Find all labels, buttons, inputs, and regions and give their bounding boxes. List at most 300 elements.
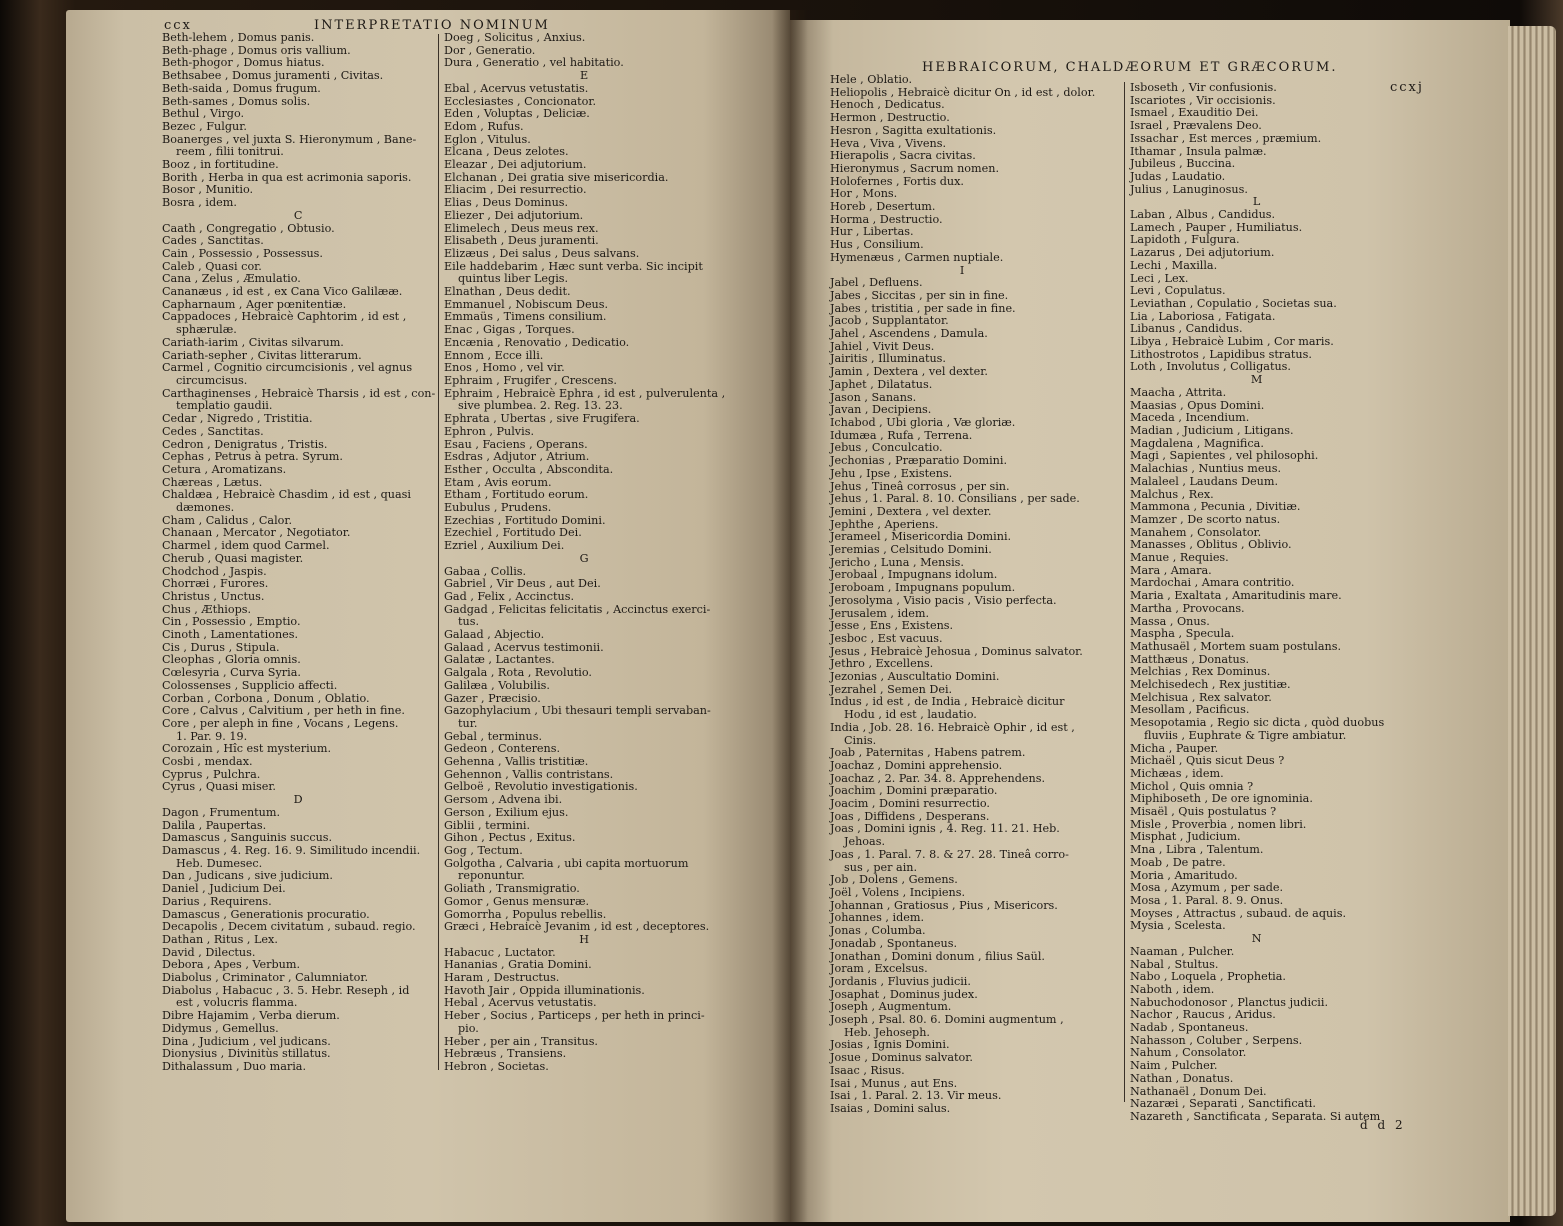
index-entry: Jesse , Ens , Existens. [830, 619, 954, 633]
index-entry: Japhet , Dilatatus. [830, 377, 933, 391]
index-entry: Jairitis , Illuminatus. [830, 352, 946, 366]
index-entry: Joseph , Augmentum. [830, 1000, 952, 1014]
index-entry: sphærulæ. [176, 323, 237, 337]
index-entry: Etham , Fortitudo eorum. [444, 488, 589, 502]
index-entry: Galgala , Rota , Revolutio. [444, 666, 592, 680]
index-entry: Beth-saida , Domus frugum. [162, 81, 321, 95]
index-entry: Maasias , Opus Domini. [1130, 398, 1265, 412]
index-entry: Micha , Pauper. [1130, 741, 1219, 755]
index-entry: Heb. Jehoseph. [844, 1025, 930, 1039]
column-rule [1124, 82, 1125, 1102]
index-entry: Jehus , 1. Paral. 8. 10. Consilians , per sade. [830, 492, 1080, 506]
index-entry: Mysia , Scelesta. [1130, 919, 1226, 933]
index-entry: Jehus , Tineâ corrosus , per sin. [830, 479, 1010, 493]
index-entry: Chodchod , Jaspis. [162, 564, 267, 578]
index-entry: Joachaz , 2. Par. 34. 8. Apprehendens. [830, 771, 1046, 785]
index-entry: Michæas , idem. [1130, 766, 1224, 780]
index-entry: Joram , Excelsus. [830, 962, 928, 976]
index-entry: Lithostrotos , Lapidibus stratus. [1130, 347, 1312, 361]
index-entry: Ephron , Pulvis. [444, 424, 534, 438]
index-entry: Charmel , idem quod Carmel. [162, 539, 330, 553]
index-entry: Colossenses , Supplicio affecti. [162, 678, 338, 692]
index-entry: Julius , Lanuginosus. [1130, 182, 1248, 196]
index-entry: Elias , Deus Dominus. [444, 196, 569, 210]
index-entry: reem , filii tonitrui. [176, 145, 284, 159]
index-entry: Nabo , Loquela , Prophetia. [1130, 970, 1286, 984]
index-entry: Chus , Æthiops. [162, 602, 252, 616]
index-entry: Christus , Unctus. [162, 589, 265, 603]
index-entry: Gazophylacium , Ubi thesauri templi servaban- [444, 704, 711, 718]
index-entry: Jephthe , Aperiens. [830, 517, 939, 531]
left-folio: ccx [164, 18, 192, 33]
index-entry: Josias , Ignis Domini. [830, 1038, 950, 1052]
index-entry: Joacim , Domini resurrectio. [830, 797, 990, 811]
index-entry: Emmanuel , Nobiscum Deus. [444, 297, 609, 311]
index-entry: Boanerges , vel juxta S. Hieronymum , Bane- [162, 132, 417, 146]
index-entry: Manahem , Consolator. [1130, 525, 1262, 539]
index-entry: Eleazar , Dei adjutorium. [444, 158, 587, 172]
index-entry: Isai , Munus , aut Ens. [830, 1076, 958, 1090]
index-entry: Beth-lehem , Domus panis. [162, 31, 315, 44]
index-entry: Cosbi , mendax. [162, 755, 253, 769]
index-entry: Naboth , idem. [1130, 982, 1215, 996]
index-entry: Horma , Destructio. [830, 212, 943, 226]
index-entry: Haram , Destructus. [444, 971, 560, 985]
index-entry: Malaleel , Laudans Deum. [1130, 474, 1279, 488]
index-entry: Joas , Domini ignis , 4. Reg. 11. 21. Heb. [830, 822, 1060, 836]
index-entry: Henoch , Dedicatus. [830, 98, 945, 112]
index-entry: Gabaa , Collis. [444, 564, 527, 578]
index-entry: Corban , Corbona , Donum , Oblatio. [162, 691, 370, 705]
index-entry: Galilæa , Volubilis. [444, 678, 550, 692]
index-entry: Ismael , Exauditio Dei. [1130, 106, 1259, 120]
index-entry: Madian , Judicium , Litigans. [1130, 423, 1294, 437]
index-entry: Jerusalem , idem. [830, 606, 930, 620]
index-entry: Massa , Onus. [1130, 614, 1210, 628]
index-entry: Dina , Judicium , vel judicans. [162, 1034, 331, 1048]
index-entry: Borith , Herba in qua est acrimonia saporis. [162, 170, 412, 184]
index-entry: Bosra , idem. [162, 196, 237, 210]
index-entry: Johannes , idem. [830, 911, 925, 925]
index-entry: Dathan , Ritus , Lex. [162, 932, 278, 946]
index-entry: Beth-phogor , Domus hiatus. [162, 56, 325, 70]
index-entry: Heber , per ain , Transitus. [444, 1034, 598, 1048]
index-entry: Eden , Voluptas , Deliciæ. [444, 107, 590, 121]
index-entry: Chæreas , Lætus. [162, 475, 263, 489]
index-entry: Doeg , Solicitus , Anxius. [444, 31, 586, 44]
index-entry: est , volucris flamma. [176, 996, 298, 1010]
index-entry: Cleophas , Gloria omnis. [162, 653, 301, 667]
index-entry: Eubulus , Prudens. [444, 501, 552, 515]
signature-mark: d d 2 [1360, 1118, 1406, 1132]
section-letter: I [959, 263, 966, 277]
index-entry: Encænia , Renovatio , Dedicatio. [444, 335, 630, 349]
index-entry: Joab , Paternitas , Habens patrem. [830, 746, 1026, 760]
index-entry: Maceda , Incendium. [1130, 411, 1250, 425]
index-entry: Enos , Homo , vel vir. [444, 361, 565, 375]
index-entry: Bezec , Fulgur. [162, 119, 247, 133]
index-entry: Cyrus , Quasi miser. [162, 780, 276, 794]
index-entry: Jehoas. [844, 835, 886, 849]
section-letter: H [579, 932, 590, 946]
index-entry: Libya , Hebraicè Lubim , Cor maris. [1130, 335, 1334, 349]
index-entry: Chorræi , Furores. [162, 577, 269, 591]
index-entry: Lapidoth , Fulgura. [1130, 233, 1240, 247]
index-entry: Magi , Sapientes , vel philosophi. [1130, 449, 1319, 463]
index-entry: Jechonias , Præparatio Domini. [830, 454, 1008, 468]
index-entry: Jacob , Supplantator. [830, 314, 949, 328]
index-entry: Mammona , Pecunia , Divitiæ. [1130, 500, 1301, 514]
index-entry: Jerobaal , Impugnans idolum. [830, 568, 998, 582]
index-entry: Nathan , Donatus. [1130, 1071, 1234, 1085]
index-entry: Joas , Diffidens , Desperans. [830, 809, 990, 823]
index-entry: Etam , Avis eorum. [444, 475, 552, 489]
index-entry: Mesollam , Pacificus. [1130, 703, 1250, 717]
index-entry: Hele , Oblatio. [830, 73, 912, 86]
index-entry: Hesron , Sagitta exultationis. [830, 123, 997, 137]
index-entry: Gersom , Advena ibi. [444, 793, 563, 807]
index-entry: Cariath-sepher , Civitas litterarum. [162, 348, 362, 362]
index-entry: Laban , Albus , Candidus. [1130, 208, 1276, 222]
index-entry: Dor , Generatio. [444, 43, 536, 57]
index-entry: Gazer , Præcisio. [444, 691, 541, 705]
index-entry: Jahiel , Vivit Deus. [830, 339, 935, 353]
index-entry: Isboseth , Vir confusionis. [1130, 81, 1277, 94]
index-entry: Hor , Mons. [830, 187, 898, 201]
index-entry: Habacuc , Luctator. [444, 945, 556, 959]
index-entry: Esther , Occulta , Abscondita. [444, 462, 614, 476]
index-entry: Manasses , Oblitus , Oblivio. [1130, 538, 1292, 552]
index-entry: Dan , Judicans , sive judicium. [162, 869, 333, 883]
index-entry: Caleb , Quasi cor. [162, 259, 262, 273]
index-entry: Elnathan , Deus dedit. [444, 285, 571, 299]
index-entry: Nachor , Raucus , Aridus. [1130, 1008, 1276, 1022]
index-entry: Core , per aleph in fine , Vocans , Legens. [162, 716, 399, 730]
index-entry: Jericho , Luna , Mensis. [830, 555, 964, 569]
index-entry: Jethro , Excellens. [830, 657, 934, 671]
index-entry: Elcana , Deus zelotes. [444, 145, 569, 159]
index-entry: Indus , id est , de India , Hebraicè dicitur [830, 695, 1065, 709]
index-entry: Lechi , Maxilla. [1130, 258, 1218, 272]
index-entry: Ezechiel , Fortitudo Dei. [444, 526, 582, 540]
index-entry: Cappadoces , Hebraicè Caphtorim , id est , [162, 310, 407, 324]
right-folio: ccxj [1390, 80, 1424, 95]
index-entry: Mna , Libra , Talentum. [1130, 843, 1264, 857]
index-entry: Joël , Volens , Incipiens. [830, 886, 966, 899]
index-entry: Ichabod , Ubi gloria , Væ gloriæ. [830, 415, 1016, 429]
index-entry: Nahasson , Coluber , Serpens. [1130, 1033, 1303, 1047]
index-entry: Mosa , 1. Paral. 8. 9. Onus. [1130, 894, 1284, 907]
index-entry: Caath , Congregatio , Obtusio. [162, 221, 335, 235]
index-entry: Cephas , Petrus à petra. Syrum. [162, 450, 343, 464]
index-entry: Misaël , Quis postulatus ? [1130, 805, 1277, 819]
index-entry: Galaad , Abjectio. [444, 628, 545, 642]
index-entry: dæmones. [176, 501, 235, 515]
index-entry: circumcisus. [176, 373, 248, 387]
index-entry: Manue , Requies. [1130, 551, 1229, 565]
index-entry: Elizæus , Dei salus , Deus salvans. [444, 246, 640, 260]
index-entry: Heliopolis , Hebraicè dicitur On , id est , dolor. [830, 85, 1096, 99]
index-entry: Darius , Requirens. [162, 894, 272, 908]
index-entry: Jerosolyma , Visio pacis , Visio perfecta. [830, 593, 1057, 607]
index-entry: tur. [458, 716, 478, 730]
index-entry: Judas , Laudatio. [1130, 169, 1226, 183]
index-entry: Jason , Sanans. [830, 390, 917, 404]
index-entry: Leviathan , Copulatio , Societas sua. [1130, 296, 1337, 310]
index-entry: Booz , in fortitudine. [162, 158, 279, 172]
index-entry: Hierapolis , Sacra civitas. [830, 149, 976, 163]
index-entry: Cis , Durus , Stipula. [162, 640, 280, 654]
index-entry: Hermon , Destructio. [830, 111, 950, 125]
index-entry: Nahum , Consolator. [1130, 1046, 1247, 1060]
index-entry: sus , per ain. [844, 860, 918, 874]
section-letter: N [1251, 932, 1263, 946]
right-column-1 [830, 74, 1095, 1116]
index-entry: Hur , Libertas. [830, 225, 914, 239]
index-entry: Malachias , Nuntius meus. [1130, 462, 1282, 476]
index-entry: David , Dilectus. [162, 945, 256, 959]
right-running-title: HEBRAICORUM, CHALDÆORUM ET GRÆCORUM. [922, 60, 1338, 75]
index-entry: Loth , Involutus , Colligatus. [1130, 360, 1291, 374]
index-entry: Ebal , Acervus vetustatis. [444, 81, 589, 95]
index-entry: Maspha , Specula. [1130, 627, 1235, 641]
index-entry: Galatæ , Lactantes. [444, 653, 555, 667]
index-entry: Cinoth , Lamentationes. [162, 628, 299, 642]
index-entry: Gabriel , Vir Deus , aut Dei. [444, 577, 601, 591]
index-entry: Græci , Hebraicè Jevanim , id est , deceptores. [444, 920, 710, 934]
index-entry: Mesopotamia , Regio sic dicta , quòd duobus [1130, 716, 1385, 730]
index-entry: Hebron , Societas. [444, 1059, 549, 1073]
index-entry: Gadgad , Felicitas felicitatis , Accinctus exerci- [444, 602, 711, 616]
left-page [66, 10, 790, 1222]
index-entry: Chanaan , Mercator , Negotiator. [162, 526, 351, 540]
index-entry: Nadab , Spontaneus. [1130, 1021, 1249, 1035]
index-entry: Heb. Dumesec. [176, 856, 263, 870]
index-entry: Melchisedech , Rex justitiæ. [1130, 678, 1291, 692]
index-entry: Hananias , Gratia Domini. [444, 958, 592, 972]
column-rule [438, 34, 439, 1070]
index-entry: Jehu , Ipse , Existens. [830, 466, 953, 480]
index-entry: Ephrata , Ubertas , sive Frugifera. [444, 412, 640, 426]
index-entry: Misphat , Judicium. [1130, 830, 1241, 844]
index-entry: Galaad , Acervus testimonii. [444, 640, 604, 654]
index-entry: Mathusaël , Mortem suam postulans. [1130, 639, 1342, 653]
index-entry: Cariath-iarim , Civitas silvarum. [162, 335, 344, 349]
index-entry: Martha , Provocans. [1130, 601, 1245, 615]
index-entry: Mardochai , Amara contritio. [1130, 576, 1295, 590]
index-entry: Cedron , Denigratus , Tristis. [162, 437, 328, 451]
index-entry: Gehenna , Vallis tristitiæ. [444, 755, 589, 769]
index-entry: Isaac , Risus. [830, 1063, 905, 1077]
index-entry: Cetura , Aromatizans. [162, 462, 287, 476]
index-entry: Leci , Lex. [1130, 271, 1189, 285]
index-entry: Elchanan , Dei gratia sive misericordia. [444, 170, 669, 184]
index-entry: Dalila , Paupertas. [162, 818, 267, 832]
index-entry: Dibre Hajamim , Verba dierum. [162, 1009, 340, 1023]
index-entry: Ezriel , Auxilium Dei. [444, 539, 565, 553]
index-entry: Cedes , Sanctitas. [162, 424, 264, 438]
index-entry: Nathanaël , Donum Dei. [1130, 1084, 1267, 1098]
index-entry: Core , Calvus , Calvitium , per heth in fine. [162, 704, 405, 718]
index-entry: Hieronymus , Sacrum nomen. [830, 161, 1000, 175]
index-entry: Cham , Calidus , Calor. [162, 513, 293, 527]
index-entry: Bosor , Munitio. [162, 183, 254, 197]
index-entry: Naim , Pulcher. [1130, 1059, 1218, 1073]
index-entry: Iscariotes , Vir occisionis. [1130, 93, 1276, 107]
index-entry: Eile haddebarim , Hæc sunt verba. Sic incipit [444, 259, 703, 273]
index-entry: Nabuchodonosor , Planctus judicii. [1130, 995, 1328, 1009]
left-running-title: INTERPRETATIO NOMINUM [314, 18, 550, 33]
index-entry: Ecclesiastes , Concionator. [444, 94, 597, 108]
index-entry: Debora , Apes , Verbum. [162, 958, 300, 972]
index-entry: Jubileus , Buccina. [1130, 157, 1236, 171]
index-entry: Lamech , Pauper , Humiliatus. [1130, 220, 1303, 234]
index-entry: Lazarus , Dei adjutorium. [1130, 246, 1275, 260]
index-entry: Carmel , Cognitio circumcisionis , vel agnus [162, 361, 413, 375]
index-entry: Jamin , Dextera , vel dexter. [830, 365, 988, 379]
index-entry: Ephraim , Hebraicè Ephra , id est , pulverulenta , [444, 386, 726, 400]
index-entry: pio. [458, 1021, 479, 1035]
index-entry: Ephraim , Frugifer , Crescens. [444, 373, 617, 387]
book-gutter [772, 10, 808, 1222]
index-entry: Cinis. [844, 733, 877, 747]
index-entry: Corozain , Hîc est mysterium. [162, 742, 332, 756]
index-entry: Cain , Possessio , Possessus. [162, 246, 323, 260]
right-page [790, 20, 1510, 1222]
index-entry: Magdalena , Magnifica. [1130, 436, 1264, 450]
index-entry: Havoth Jair , Oppida illuminationis. [444, 983, 645, 997]
index-entry: Melchias , Rex Dominus. [1130, 665, 1271, 679]
index-entry: Emmaüs , Timens consilium. [444, 310, 607, 324]
index-entry: Heva , Viva , Vivens. [830, 136, 947, 150]
index-entry: Cedar , Nigredo , Tristitia. [162, 412, 313, 426]
index-entry: Bethsabee , Domus juramenti , Civitas. [162, 69, 384, 83]
index-entry: Damascus , Generationis procuratio. [162, 907, 370, 921]
index-entry: Nazaræi , Separati , Sanctificati. [1130, 1097, 1316, 1111]
section-letter: E [579, 69, 590, 83]
section-letter: L [1252, 195, 1262, 209]
index-entry: Cyprus , Pulchra. [162, 767, 261, 781]
index-entry: Jahel , Ascendens , Damula. [830, 327, 988, 341]
index-entry: Cin , Possessio , Emptio. [162, 615, 301, 629]
index-entry: Hus , Consilium. [830, 238, 924, 252]
index-entry: Gebal , terminus. [444, 729, 542, 743]
index-entry: Moab , De patre. [1130, 855, 1226, 869]
index-entry: Josaphat , Dominus judex. [830, 987, 978, 1001]
index-entry: Michol , Quis omnia ? [1130, 779, 1254, 793]
index-entry: Jezonias , Auscultatio Domini. [830, 670, 1000, 684]
index-entry: Decapolis , Decem civitatum , subaud. regio. [162, 920, 416, 934]
index-entry: Malchus , Rex. [1130, 487, 1214, 501]
index-entry: Gomorrha , Populus rebellis. [444, 907, 607, 921]
index-entry: Johannan , Gratiosus , Pius , Misericors. [830, 898, 1058, 912]
index-entry: Jabes , tristitia , per sade in fine. [830, 301, 1016, 315]
index-entry: Hodu , id est , laudatio. [844, 708, 977, 722]
index-entry: Jonadab , Spontaneus. [830, 936, 958, 950]
index-entry: Jeremias , Celsitudo Domini. [830, 543, 992, 557]
index-entry: Gomor , Genus mensuræ. [444, 894, 590, 908]
index-entry: Issachar , Est merces , præmium. [1130, 131, 1322, 145]
index-entry: Jesus , Hebraicè Jehosua , Dominus salvator. [830, 644, 1083, 658]
index-entry: Maacha , Attrita. [1130, 385, 1227, 399]
index-entry: Melchisua , Rex salvator. [1130, 690, 1272, 704]
index-entry: Gerson , Exilium ejus. [444, 805, 569, 819]
index-entry: Jesboc , Est vacuus. [830, 631, 943, 645]
index-entry: Bethul , Virgo. [162, 107, 245, 121]
index-entry: Moyses , Attractus , subaud. de aquis. [1130, 906, 1347, 920]
index-entry: sive plumbea. 2. Reg. 13. 23. [458, 399, 623, 413]
index-entry: Dura , Generatio , vel habitatio. [444, 56, 624, 70]
index-entry: Isai , 1. Paral. 2. 13. Vir meus. [830, 1089, 1002, 1103]
index-entry: Gihon , Pectus , Exitus. [444, 831, 576, 845]
index-entry: Damascus , 4. Reg. 16. 9. Similitudo incendii. [162, 844, 421, 857]
index-entry: Goliath , Transmigratio. [444, 882, 580, 896]
index-entry: Jordanis , Fluvius judicii. [830, 974, 971, 988]
index-entry: Eliezer , Dei adjutorium. [444, 208, 584, 222]
index-entry: Edom , Rufus. [444, 119, 524, 133]
index-entry: Heber , Socius , Particeps , per heth in princi- [444, 1009, 705, 1023]
section-letter: G [579, 551, 590, 565]
index-entry: Hebræus , Transiens. [444, 1047, 567, 1061]
index-entry: Capharnaum , Ager pœnitentiæ. [162, 297, 347, 311]
index-entry: Naaman , Pulcher. [1130, 944, 1235, 958]
index-entry: Dithalassum , Duo maria. [162, 1059, 307, 1073]
index-entry: tus. [458, 615, 479, 629]
index-entry: Miphiboseth , De ore ignominia. [1130, 792, 1313, 806]
page-edges [1508, 26, 1556, 1216]
index-entry: Cœlesyria , Curva Syria. [162, 666, 301, 680]
index-entry: Elimelech , Deus meus rex. [444, 221, 599, 235]
index-entry: 1. Par. 9. 19. [176, 729, 248, 743]
index-entry: Josue , Dominus salvator. [830, 1051, 973, 1065]
index-entry: Cananæus , id est , ex Cana Vico Galilææ. [162, 285, 403, 299]
index-entry: Jabes , Siccitas , per sin in fine. [830, 288, 1009, 302]
index-entry: Joachim , Domini præparatio. [830, 784, 998, 798]
index-entry: Isaias , Domini salus. [830, 1101, 951, 1115]
index-entry: Damascus , Sanguinis succus. [162, 831, 333, 845]
index-entry: quintus liber Legis. [458, 272, 569, 286]
index-entry: Daniel , Judicium Dei. [162, 882, 286, 896]
index-entry: Horeb , Desertum. [830, 200, 936, 214]
index-entry: Jonas , Columba. [830, 924, 926, 938]
index-entry: Jemini , Dextera , vel dexter. [830, 504, 992, 518]
index-entry: Nabal , Stultus. [1130, 957, 1219, 971]
index-entry: Jeroboam , Impugnans populum. [830, 581, 1016, 595]
index-entry: Gelboë , Revolutio investigationis. [444, 780, 638, 794]
index-entry: Mara , Amara. [1130, 563, 1212, 577]
index-entry: Didymus , Gemellus. [162, 1021, 279, 1035]
index-entry: Moria , Amaritudo. [1130, 868, 1238, 882]
index-entry: Jebus , Conculcatio. [830, 441, 943, 455]
index-entry: Enac , Gigas , Torques. [444, 323, 575, 337]
index-entry: Idumæa , Rufa , Terrena. [830, 428, 973, 442]
index-entry: Esdras , Adjutor , Atrium. [444, 450, 590, 464]
index-entry: Dagon , Frumentum. [162, 805, 281, 819]
index-entry: Mamzer , De scorto natus. [1130, 512, 1281, 526]
index-entry: Jezrahel , Semen Dei. [830, 682, 953, 696]
index-entry: fluviis , Euphrate & Tigre ambiatur. [1144, 728, 1347, 742]
index-entry: Libanus , Candidus. [1130, 322, 1243, 336]
index-entry: Gehennon , Vallis contristans. [444, 767, 614, 781]
index-entry: Jonathan , Domini donum , filius Saül. [830, 949, 1045, 963]
index-entry: Lia , Laboriosa , Fatigata. [1130, 309, 1276, 323]
index-entry: Gedeon , Conterens. [444, 742, 561, 756]
index-entry: Gad , Felix , Accinctus. [444, 589, 574, 603]
index-entry: Ithamar , Insula palmæ. [1130, 144, 1267, 158]
index-entry: Mosa , Azymum , per sade. [1130, 881, 1284, 895]
index-entry: India , Job. 28. 16. Hebraicè Ophir , id est , [830, 720, 1075, 734]
index-entry: Eglon , Vitulus. [444, 132, 531, 146]
